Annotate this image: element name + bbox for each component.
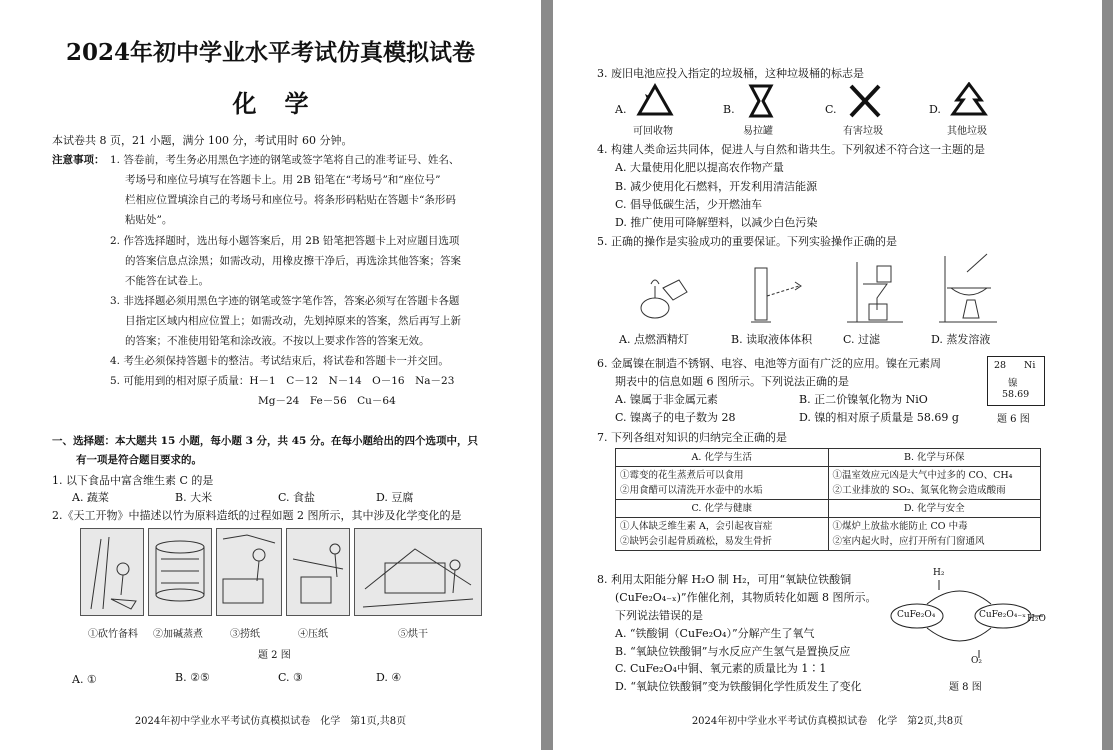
q8-option-a: A. “铁酸铜（CuFe₂O₄）”分解产生了氧气: [615, 627, 815, 640]
question-7: 7. 下列各组对知识的归纳完全正确的是: [597, 431, 787, 444]
q5-option-c: C. 过滤: [843, 333, 881, 346]
q3-label-d: 其他垃圾: [947, 126, 987, 137]
note-line: 目指定区域内相应位置上；如需改动，先划掉原来的答案，然后再写上新: [125, 315, 461, 327]
filtration-illustration: [843, 258, 913, 328]
figure-6-caption: 题 6 图: [997, 414, 1030, 425]
atomic-mass: 58.69: [1002, 389, 1030, 400]
bamboo-cutting-illustration: [81, 529, 143, 615]
q3-option-b: B.: [723, 103, 735, 116]
q2-option-a: A. ①: [72, 673, 97, 686]
figure-label: ②加碱蒸煮: [153, 629, 203, 640]
question-8: 8. 利用太阳能分解 H₂O 制 H₂，可用“氧缺位铁酸铜: [597, 573, 852, 586]
note-line: 3. 非选择题必须用黑色字迹的钢笔或签字笔作答，答案必须写在答题卡各题: [110, 295, 460, 307]
table-header: B. 化学与环保: [828, 449, 1041, 467]
q4-option-c: C. 倡导低碳生活，少开燃油车: [615, 198, 763, 211]
cell-line: ①煤炉上放盐水能防止 CO 中毒: [832, 521, 968, 532]
cell-line: ②缺钙会引起骨质疏松，易发生骨折: [620, 536, 773, 547]
other-waste-icon: [947, 82, 991, 120]
question-3: 3. 废旧电池应投入指定的垃圾桶，这种垃圾桶的标志是: [597, 67, 864, 80]
cell-line: ②工业排放的 SO₂、氮氧化物会造成酸雨: [832, 485, 1006, 496]
figure-panel: [354, 528, 482, 616]
q3-label-c: 有害垃圾: [843, 126, 883, 137]
cycle-h2-label: H₂: [933, 568, 945, 578]
q1-option-d: D. 豆腐: [376, 491, 414, 504]
cell-line: ①人体缺乏维生素 A，会引起夜盲症: [620, 521, 773, 532]
alcohol-lamp-illustration: [633, 262, 713, 328]
q2-option-c: C. ③: [278, 671, 303, 684]
q1-option-b: B. 大米: [175, 491, 213, 504]
cell-line: ①霉变的花生蒸煮后可以食用: [620, 470, 744, 481]
question-4: 4. 构建人类命运共同体，促进人与自然和谐共生。下列叙述不符合这一主题的是: [597, 143, 985, 156]
recycle-icon: [633, 82, 677, 120]
q4-option-d: D. 推广使用可降解塑料，以减少白色污染: [615, 216, 818, 229]
papermaking-figure: [80, 528, 480, 614]
q3-option-d: D.: [929, 103, 941, 116]
note-line: 栏相应位置填涂自己的考场号和座位号。将条形码粘贴在答题卡“条形码: [125, 194, 456, 206]
hazardous-waste-icon: [843, 82, 887, 120]
q6-option-c: C. 镍离子的电子数为 28: [615, 411, 736, 424]
figure-label: ①砍竹备料: [88, 629, 138, 640]
exam-intro: 本试卷共 8 页，21 小题，满分 100 分，考试用时 60 分钟。: [52, 134, 353, 147]
q5-option-a: A. 点燃酒精灯: [619, 333, 689, 346]
note-line: 4. 考生必须保持答题卡的整洁。考试结束后，将试卷和答题卡一并交回。: [110, 355, 449, 367]
paper-pressing-illustration: [287, 529, 349, 615]
q6-option-a: A. 镍属于非金属元素: [615, 393, 718, 406]
exam-page-1: [0, 0, 541, 750]
note-line: 不能答在试卷上。: [125, 275, 209, 287]
figure-caption: 题 2 图: [258, 650, 291, 661]
question-1: 1. 以下食品中富含维生素 C 的是: [52, 474, 214, 487]
q5-option-b: B. 读取液体体积: [731, 333, 813, 346]
cycle-left-label: CuFe₂O₄: [897, 610, 936, 620]
q8-option-d: D. “氧缺位铁酸铜”变为铁酸铜化学性质发生了变化: [615, 680, 862, 693]
exam-page-2: [553, 0, 1102, 750]
paper-scooping-illustration: [217, 529, 281, 615]
steaming-pot-illustration: [149, 529, 211, 615]
question-6-cont: 期表中的信息如题 6 图所示。下列说法正确的是: [615, 375, 849, 388]
periodic-element-card: [987, 356, 1045, 406]
evaporation-illustration: [937, 252, 1003, 328]
q3-option-c: C.: [825, 103, 837, 116]
note-line: 5. 可能用到的相对原子质量：H－1 C－12 N－14 O－16 Na－23: [110, 375, 455, 387]
figure-panel: [216, 528, 282, 616]
page-footer: 2024年初中学业水平考试仿真模拟试卷 化学 第2页,共8页: [691, 716, 964, 727]
page-footer: 2024年初中学业水平考试仿真模拟试卷 化学 第1页,共8页: [134, 716, 407, 727]
table-header: D. 化学与安全: [828, 500, 1041, 518]
table-cell: [828, 518, 1041, 551]
table-cell: [828, 467, 1041, 500]
notes-label: 注意事项：: [52, 154, 105, 166]
q3-label-b: 易拉罐: [743, 126, 773, 137]
note-line: 粘贴处”。: [125, 214, 173, 226]
q8-option-c: C. CuFe₂O₄中铜、氧元素的质量比为 1∶1: [615, 662, 827, 675]
cell-line: ①温室效应元凶是大气中过多的 CO、CH₄: [832, 470, 1013, 481]
q2-option-b: B. ②⑤: [175, 671, 210, 684]
cycle-h2o-label: H₂O: [1027, 614, 1046, 624]
can-icon: [739, 82, 783, 120]
cycle-right-label: CuFe₂O₄₋ₓ: [979, 610, 1026, 620]
q2-option-d: D. ④: [376, 671, 402, 684]
figure-panel: [148, 528, 212, 616]
knowledge-table: [615, 448, 1041, 551]
element-name: 镍: [1008, 378, 1018, 389]
table-cell: [616, 518, 829, 551]
exam-title: 2024年初中学业水平考试仿真模拟试卷: [65, 39, 475, 66]
note-line: Mg－24 Fe－56 Cu－64: [258, 395, 396, 407]
q3-label-a: 可回收物: [633, 126, 673, 137]
figure-panel: [80, 528, 144, 616]
section-heading: 一、选择题：本大题共 15 小题，每小题 3 分，共 45 分。在每小题给出的四个选项中，只: [52, 435, 478, 447]
element-symbol: Ni: [1024, 360, 1036, 371]
q1-option-c: C. 食盐: [278, 491, 316, 504]
note-line: 1. 答卷前，考生务必用黑色字迹的钢笔或签字笔将自己的准考证号、姓名、: [110, 154, 460, 166]
q6-option-b: B. 正二价镍氧化物为 NiO: [799, 393, 928, 406]
subject-title: 化学: [232, 89, 337, 118]
q5-option-d: D. 蒸发溶液: [931, 333, 991, 346]
conversion-cycle-diagram: [887, 568, 1047, 668]
note-line: 2. 作答选择题时，选出每小题答案后，用 2B 铅笔把答题卡上对应题目选项: [110, 235, 460, 247]
cycle-o2-label: O₂: [971, 656, 982, 666]
question-6: 6. 金属镍在制造不锈钢、电容、电池等方面有广泛的应用。镍在元素周: [597, 357, 941, 370]
cell-line: ②室内起火时，应打开所有门窗通风: [832, 536, 985, 547]
question-8-cont: (CuFe₂O₄₋ₓ)”作催化剂，其物质转化如题 8 图所示。: [615, 591, 877, 604]
cell-line: ②用食醋可以清洗开水壶中的水垢: [620, 485, 763, 496]
table-header: C. 化学与健康: [616, 500, 829, 518]
q3-option-a: A.: [615, 103, 627, 116]
atomic-number: 28: [994, 360, 1007, 371]
note-line: 的答案；不准使用铅笔和涂改液。不按以上要求作答的答案无效。: [125, 335, 430, 347]
figure-panel: [286, 528, 350, 616]
q8-option-b: B. “氧缺位铁酸铜”与水反应产生氢气是置换反应: [615, 645, 851, 658]
question-8-cont2: 下列说法错误的是: [615, 609, 703, 622]
figure-label: ③捞纸: [230, 629, 260, 640]
section-heading-cont: 有一项是符合题目要求的。: [76, 454, 202, 466]
table-cell: [616, 467, 829, 500]
table-header: A. 化学与生活: [616, 449, 829, 467]
paper-drying-illustration: [355, 529, 481, 615]
question-5: 5. 正确的操作是实验成功的重要保证。下列实验操作正确的是: [597, 235, 897, 248]
q6-option-d: D. 镍的相对原子质量是 58.69 g: [799, 411, 959, 424]
figure-label: ⑤烘干: [398, 629, 428, 640]
note-line: 考场号和座位号填写在答题卡上。用 2B 铅笔在“考场号”和“座位号”: [125, 174, 441, 186]
figure-label: ④压纸: [298, 629, 328, 640]
q4-option-a: A. 大量使用化肥以提高农作物产量: [615, 161, 784, 174]
question-2: 2.《天工开物》中描述以竹为原料造纸的过程如题 2 图所示，其中涉及化学变化的是: [52, 509, 462, 522]
note-line: 的答案信息点涂黑；如需改动，用橡皮擦干净后，再选涂其他答案；答案: [125, 255, 461, 267]
q4-option-b: B. 减少使用化石燃料，开发利用清洁能源: [615, 180, 818, 193]
figure-8-caption: 题 8 图: [949, 682, 982, 693]
q1-option-a: A. 蔬菜: [72, 491, 109, 504]
graduated-cylinder-illustration: [743, 262, 813, 328]
